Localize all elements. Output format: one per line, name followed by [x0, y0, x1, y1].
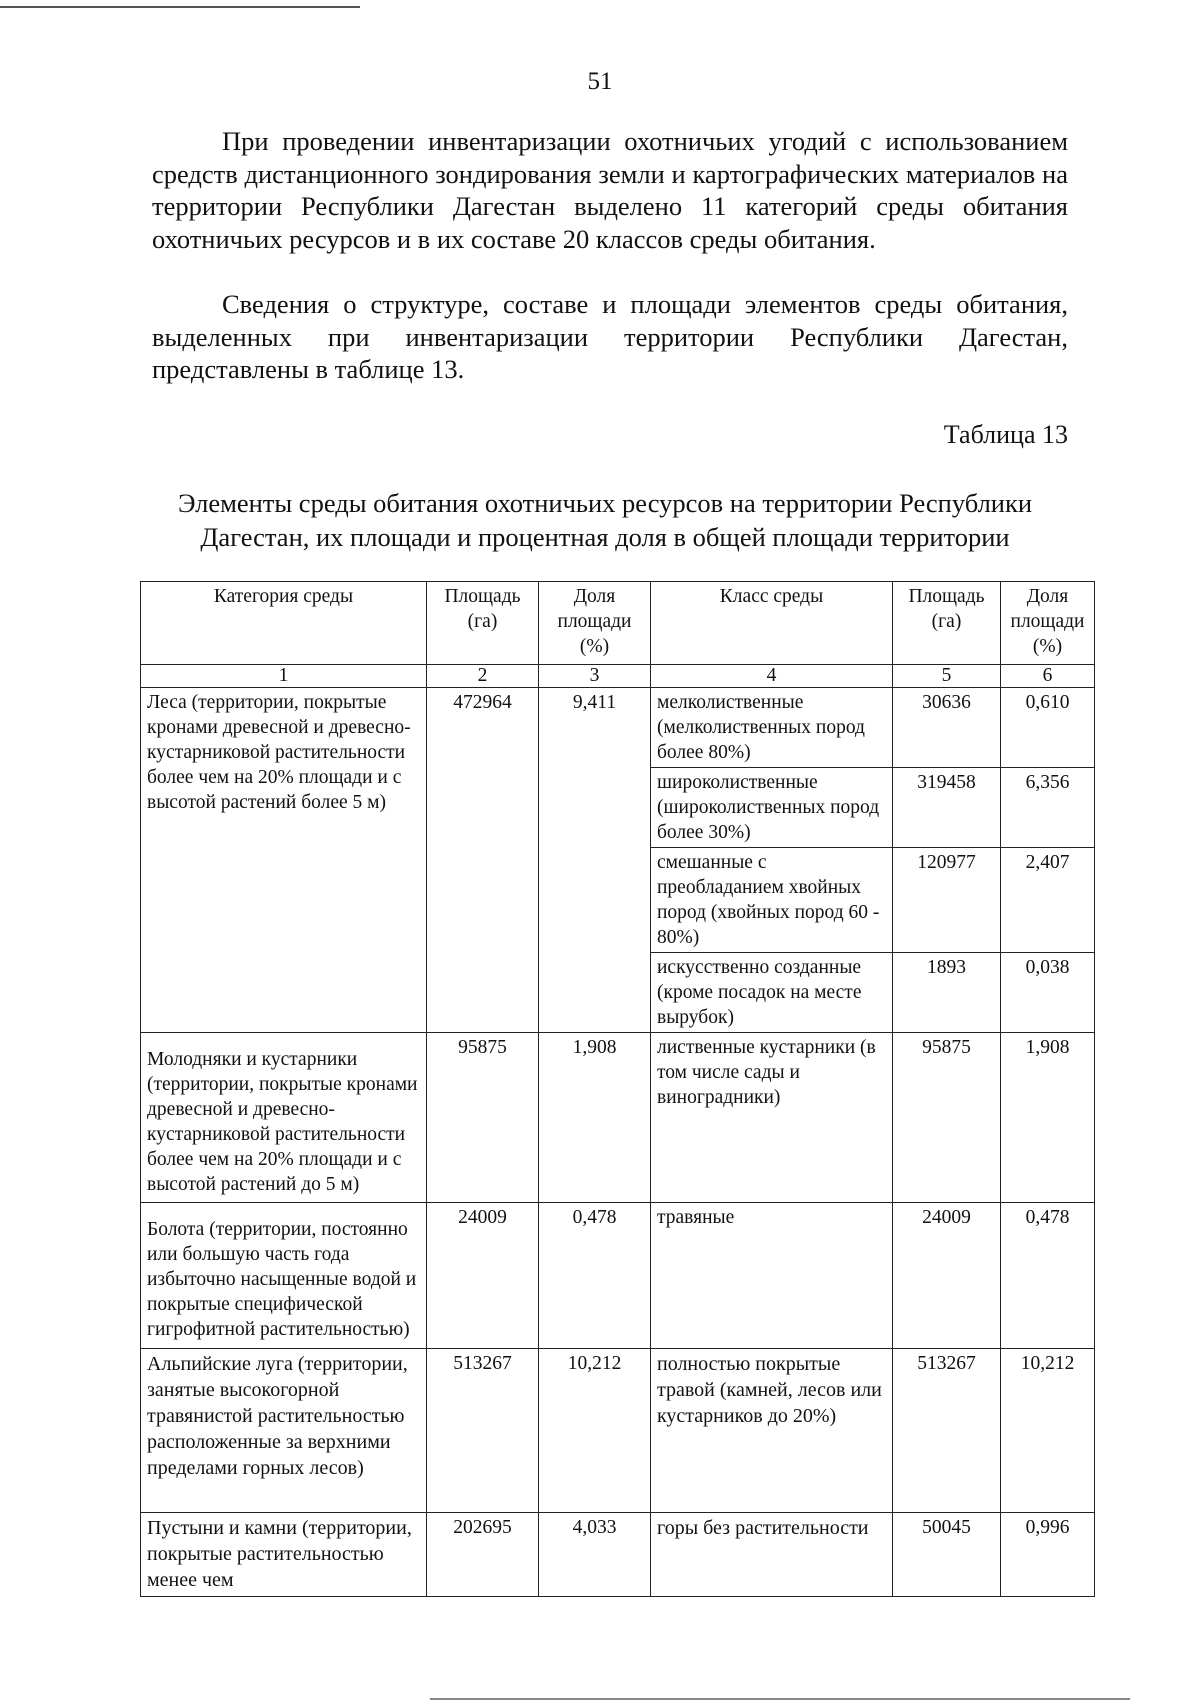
class-area-cell: 120977	[893, 848, 1001, 953]
class-share-cell: 2,407	[1001, 848, 1095, 953]
class-cell: мелколиственные (мелколиственных пород более 80%)	[651, 688, 893, 768]
column-number: 3	[539, 665, 651, 688]
column-number: 4	[651, 665, 893, 688]
column-number-row	[141, 665, 1095, 688]
class-share-cell: 1,908	[1001, 1033, 1095, 1203]
category-share-cell: 9,411	[539, 688, 651, 1033]
category-area-cell: 513267	[427, 1349, 539, 1513]
cell-spacer	[147, 1035, 420, 1047]
category-cell	[141, 1203, 427, 1349]
cell-spacer	[147, 1205, 420, 1217]
column-number: 6	[1001, 665, 1095, 688]
class-share-cell: 0,478	[1001, 1203, 1095, 1349]
class-cell: горы без растительности	[651, 1513, 893, 1597]
table-label: Таблица 13	[943, 420, 1068, 449]
category-share-cell: 0,478	[539, 1203, 651, 1349]
class-area-cell: 50045	[893, 1513, 1001, 1597]
table-row	[141, 1033, 1095, 1203]
paragraph-inventory: При проведении инвентаризации охотничьих угодий с использованием средств дистанционного зондирования земли и картографических материалов на территории Республики Дагестан выделено 11 категорий среды обитания охотничьих ресурсов и в их составе 20 классов среды обитания.	[152, 126, 1068, 254]
header-category-area: Площадь (га)	[427, 582, 539, 665]
column-number: 5	[893, 665, 1001, 688]
class-cell: травяные	[651, 1203, 893, 1349]
class-cell: смешанные с преобладанием хвойных пород (хвойных пород 60 - 80%)	[651, 848, 893, 953]
column-number: 1	[141, 665, 427, 688]
class-cell: полностью покрытые травой (камней, лесов или кустарников до 20%)	[651, 1349, 893, 1513]
category-area-cell: 24009	[427, 1203, 539, 1349]
table-row	[141, 1513, 1095, 1597]
class-share-cell: 0,038	[1001, 953, 1095, 1033]
category-text: Болота (территории, постоянно или большую часть года избыточно насыщенные водой и покрытые специфической гигрофитной растительностью)	[147, 1219, 417, 1340]
class-share-cell: 0,610	[1001, 688, 1095, 768]
header-class-area: Площадь (га)	[893, 582, 1001, 665]
category-area-cell: 472964	[427, 688, 539, 1033]
category-share-cell: 10,212	[539, 1349, 651, 1513]
table-row	[141, 1203, 1095, 1349]
category-cell: Пустыни и камни (территории, покрытые растительностью менее чем	[141, 1513, 427, 1597]
header-category: Категория среды	[141, 582, 427, 665]
class-share-cell: 6,356	[1001, 768, 1095, 848]
class-area-cell: 513267	[893, 1349, 1001, 1513]
category-share-cell: 4,033	[539, 1513, 651, 1597]
category-area-cell: 202695	[427, 1513, 539, 1597]
header-class-share: Доля площади (%)	[1001, 582, 1095, 665]
table-row	[141, 1349, 1095, 1513]
class-share-cell: 0,996	[1001, 1513, 1095, 1597]
class-cell: широколиственные (широколиственных пород более 30%)	[651, 768, 893, 848]
category-cell: Альпийские луга (территории, занятые высокогорной травянистой растительностью расположенные за верхними пределами горных лесов)	[141, 1349, 427, 1513]
class-cell: лиственные кустарники (в том числе сады и виноградники)	[651, 1033, 893, 1203]
page-number: 51	[587, 68, 613, 95]
header-class: Класс среды	[651, 582, 893, 665]
category-share-cell: 1,908	[539, 1033, 651, 1203]
category-cell	[141, 1033, 427, 1203]
class-share-cell: 10,212	[1001, 1349, 1095, 1513]
table-caption: Элементы среды обитания охотничьих ресурсов на территории Республики Дагестан, их площади и процентная доля в общей площади территории	[177, 488, 1033, 552]
category-cell: Леса (территории, покрытые кронами древесной и древесно-кустарниковой растительности более чем на 20% площади и с высотой растений более 5 м)	[141, 688, 427, 1033]
paragraph-reference: Сведения о структуре, составе и площади элементов среды обитания, выделенных при инвентаризации территории Республики Дагестан, представлены в таблице 13.	[152, 289, 1068, 384]
class-area-cell: 24009	[893, 1203, 1001, 1349]
category-text: Молодняки и кустарники (территории, покрытые кронами древесной и древесно-кустарниковой растительности более чем на 20% площади и с высотой растений до 5 м)	[147, 1049, 418, 1195]
column-number: 2	[427, 665, 539, 688]
table-header-row	[141, 582, 1095, 665]
class-cell: искусственно созданные (кроме посадок на месте вырубок)	[651, 953, 893, 1033]
table-row	[141, 688, 1095, 768]
class-area-cell: 95875	[893, 1033, 1001, 1203]
habitat-elements-table	[140, 581, 1095, 1597]
header-category-share: Доля площади (%)	[539, 582, 651, 665]
scan-edge-top	[0, 6, 360, 8]
class-area-cell: 319458	[893, 768, 1001, 848]
category-area-cell: 95875	[427, 1033, 539, 1203]
class-area-cell: 30636	[893, 688, 1001, 768]
class-area-cell: 1893	[893, 953, 1001, 1033]
scan-edge-bottom	[430, 1698, 1130, 1700]
